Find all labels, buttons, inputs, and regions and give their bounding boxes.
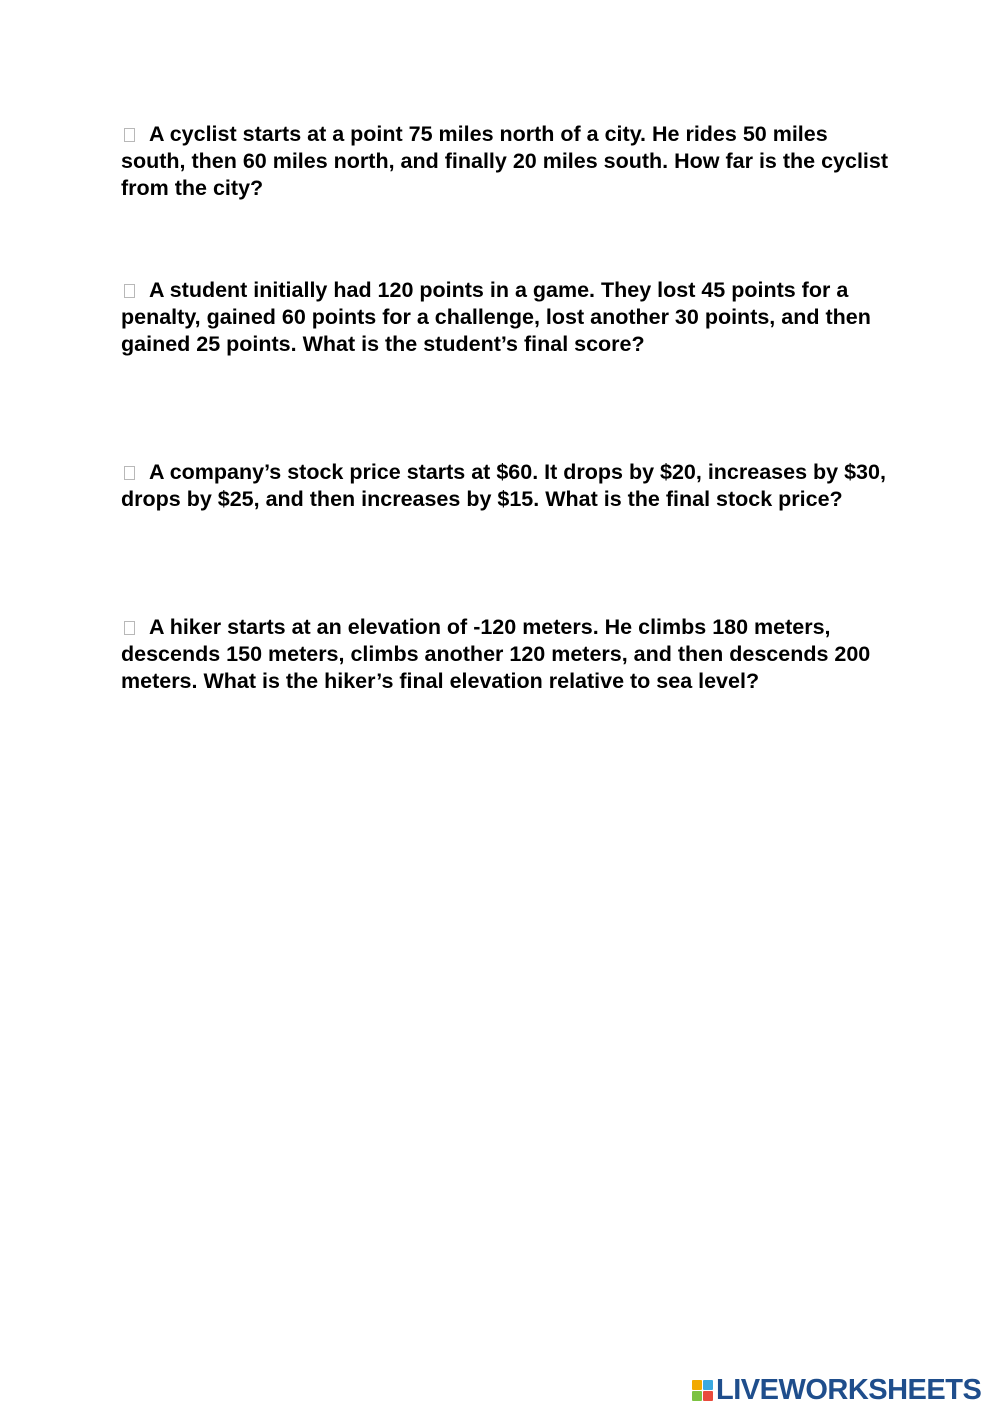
bullet-icon — [124, 466, 135, 480]
question-text: A hiker starts at an elevation of -120 meters. He climbs 180 meters, descends 150 meters, climbs another 120 meters, and then descends 200 meters. What is the hiker’s final elevation relative to sea level? — [121, 615, 871, 693]
question-3 — [121, 459, 891, 513]
question-text: A cyclist starts at a point 75 miles north of a city. He rides 50 miles south, then 60 miles north, and finally 20 miles south. How far is the cyclist from the city? — [121, 122, 889, 200]
bullet-icon — [124, 128, 135, 142]
bullet-icon — [124, 621, 135, 635]
logo-text: LIVEWORKSHEETS — [716, 1374, 982, 1406]
question-text: A company’s stock price starts at $60. It drops by $20, increases by $30, drops by $25, and then increases by $15. What is the final stock price? — [121, 460, 886, 511]
logo-square-icon — [692, 1391, 702, 1401]
liveworksheets-logo-icon — [692, 1380, 713, 1401]
logo-square-icon — [692, 1380, 702, 1390]
question-1 — [121, 121, 891, 202]
bullet-icon — [124, 284, 135, 298]
logo-square-icon — [703, 1391, 713, 1401]
logo-square-icon — [703, 1380, 713, 1390]
question-4 — [121, 614, 891, 695]
liveworksheets-logo — [692, 1374, 981, 1406]
question-2 — [121, 277, 891, 358]
question-text: A student initially had 120 points in a game. They lost 45 points for a penalty, gained 60 points for a challenge, lost another 30 points, and then gained 25 points. What is the student’s final score? — [121, 278, 871, 356]
